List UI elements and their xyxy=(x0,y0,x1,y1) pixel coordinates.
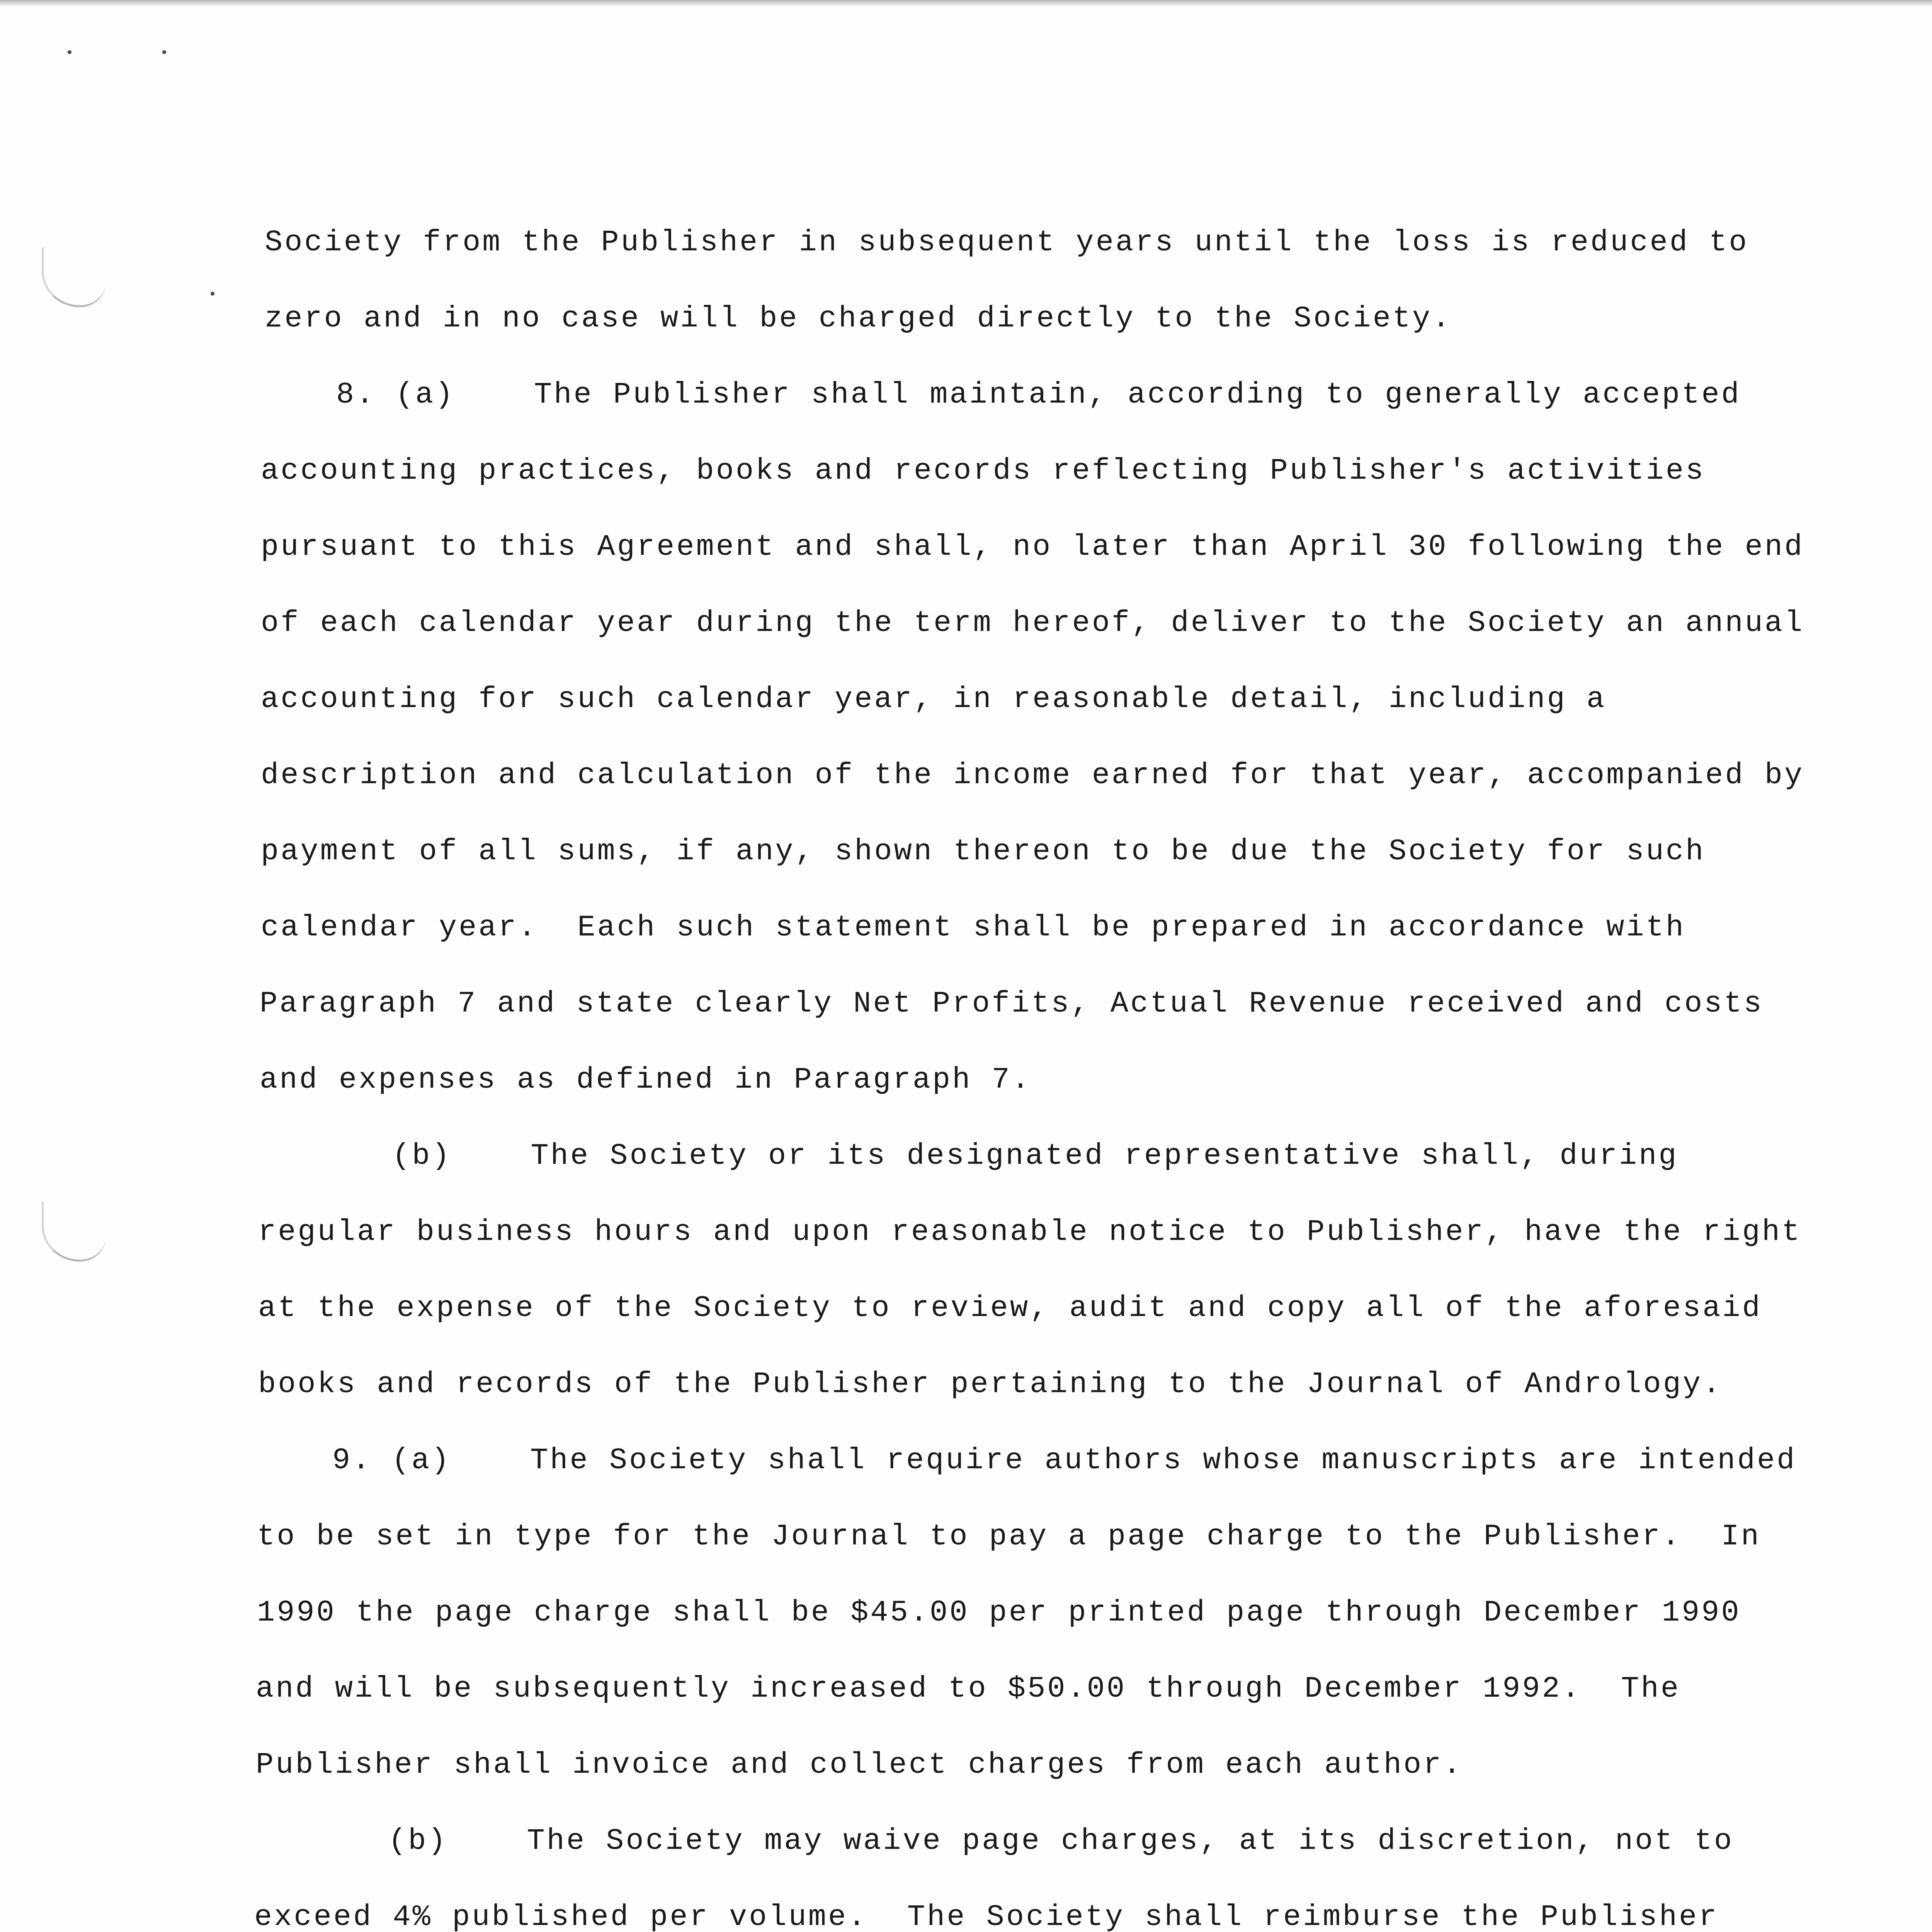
paragraph-line: exceed 4% published per volume. The Society shall reimburse the Publisher xyxy=(254,1901,1719,1932)
paragraph-line: and expenses as defined in Paragraph 7. xyxy=(260,1063,1032,1097)
paragraph-line: Paragraph 7 and state clearly Net Profits, Actual Revenue received and costs xyxy=(260,987,1764,1021)
paragraph-line: pursuant to this Agreement and shall, no later than April 30 following the end xyxy=(261,531,1804,564)
scan-speck xyxy=(68,50,71,54)
paragraph-line: and will be subsequently increased to $50.00 through December 1992. The xyxy=(256,1672,1680,1706)
paragraph-line: payment of all sums, if any, shown thereon to be due the Society for such xyxy=(261,835,1706,869)
scan-edge-top xyxy=(0,0,1932,7)
paragraph-line: regular business hours and upon reasonable notice to Publisher, have the right xyxy=(258,1216,1802,1249)
paragraph-line: of each calendar year during the term hereof, deliver to the Society an annual xyxy=(261,607,1804,640)
paragraph-line: accounting for such calendar year, in reasonable detail, including a xyxy=(261,683,1607,716)
paragraph-line: Society from the Publisher in subsequent years until the loss is reduced to xyxy=(265,226,1749,260)
section-9a-heading-line: 9. (a) The Society shall require authors whose manuscripts are intended xyxy=(332,1444,1797,1478)
section-8b-heading-line: (b) The Society or its designated representative shall, during xyxy=(392,1139,1679,1173)
paragraph-line: at the expense of the Society to review, audit and copy all of the aforesaid xyxy=(258,1292,1762,1325)
paragraph-line: books and records of the Publisher pertaining to the Journal of Andrology. xyxy=(258,1368,1723,1401)
section-8a-heading-line: 8. (a) The Publisher shall maintain, according to generally accepted xyxy=(336,378,1741,412)
paragraph-line: zero and in no case will be charged directly to the Society. xyxy=(265,302,1452,336)
scan-speck xyxy=(162,50,166,54)
section-9b-heading-line: (b) The Society may waive page charges, at its discretion, not to xyxy=(388,1825,1734,1858)
paragraph-line: calendar year. Each such statement shall be prepared in accordance with xyxy=(261,911,1685,945)
scan-speck xyxy=(211,292,214,296)
paragraph-line: description and calculation of the income earned for that year, accompanied by xyxy=(261,759,1804,793)
paragraph-line: 1990 the page charge shall be $45.00 per printed page through December 1990 xyxy=(257,1596,1741,1630)
paragraph-line: Publisher shall invoice and collect charges from each author. xyxy=(256,1748,1463,1782)
paragraph-line: accounting practices, books and records reflecting Publisher's activities xyxy=(261,454,1706,488)
punch-hole-mark xyxy=(42,247,105,307)
paragraph-line: to be set in type for the Journal to pay a page charge to the Publisher. In xyxy=(257,1520,1761,1554)
punch-hole-mark xyxy=(42,1202,105,1262)
